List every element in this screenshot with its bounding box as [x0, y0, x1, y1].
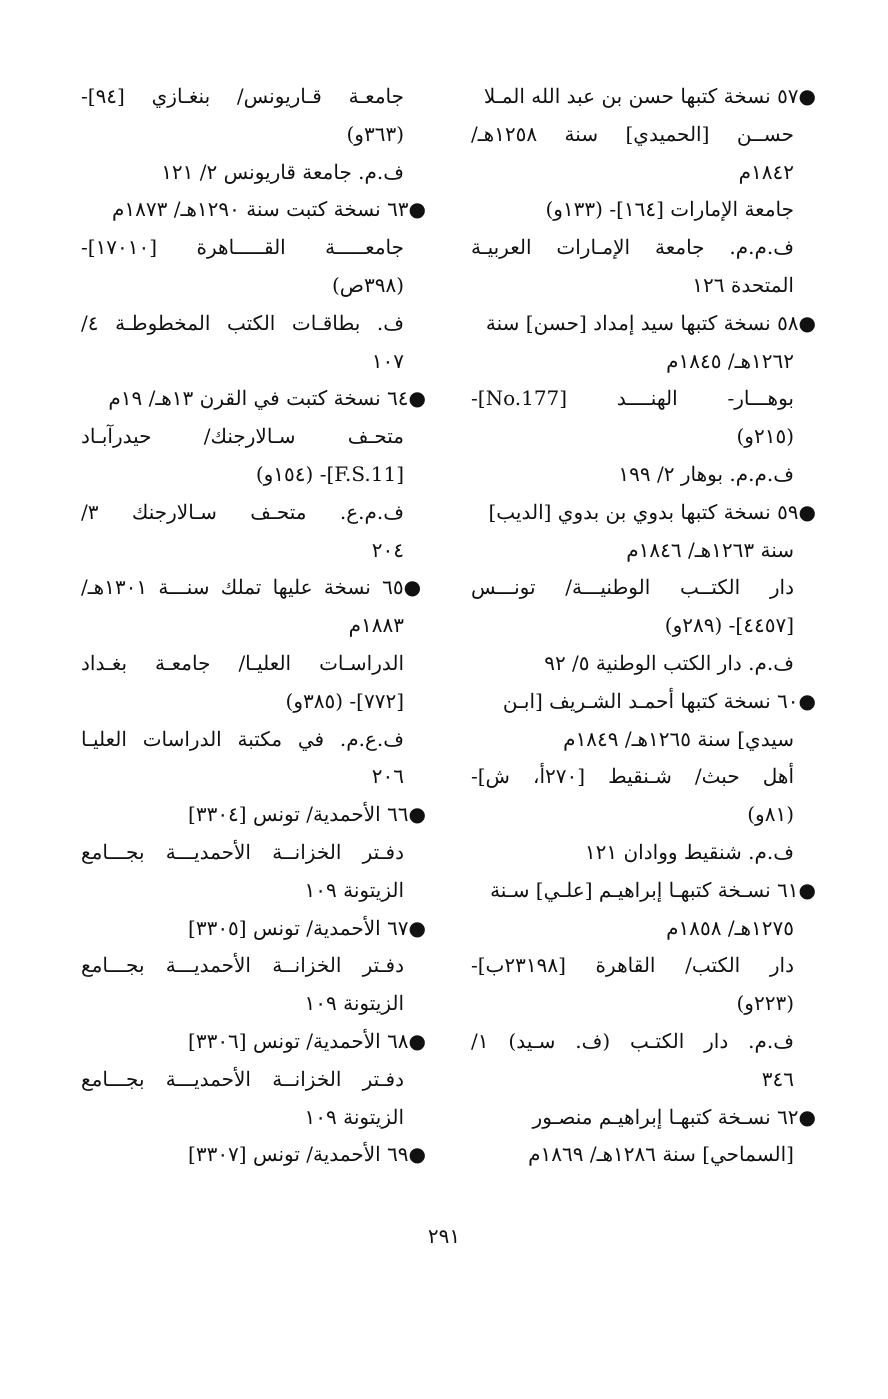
entry-line: ●٥٩ نسخة كتبها بدوي بن بدوي [الديب] [488, 499, 816, 524]
continuation-line: حســن [الحميدي] سنة ١٢٥٨هـ/ [471, 121, 794, 146]
continuation-line: ٢٠٤ [371, 537, 404, 562]
entry-line: ●٦٣ نسخة كتبت سنة ١٢٩٠هـ/ ١٨٧٣م [112, 197, 426, 222]
entry-line: ●٥٨ نسخة كتبها سيد إمداد [حسن] سنة [485, 310, 816, 335]
continuation-line: متحـف سـالارجنك/ حيدرآبـاد [81, 424, 404, 449]
continuation-line: ف.م. شنقيط ووادان ١٢١ [584, 839, 794, 864]
continuation-line: ف.م.م. جامعة الإمـارات العربيـة [471, 235, 794, 260]
continuation-line: ف.م.ع. متحـف سـالارجنك ٣/ [81, 499, 404, 524]
entry-line: ●٦١ نسـخة كتبهـا إبراهيـم [علـي] سـنة [490, 877, 816, 902]
continuation-line: الزيتونة ١٠٩ [304, 1104, 404, 1129]
continuation-line: سنة ١٢٦٣هـ/ ١٨٤٦م [626, 537, 794, 562]
entry-line: ●٦٤ نسخة كتبت في القرن ١٣هـ/ ١٩م [108, 386, 426, 411]
right-column [471, 78, 816, 1174]
continuation-line: [٤٤٥٧]- (٢٨٩و) [664, 613, 794, 638]
continuation-line: ٢٠٦ [371, 764, 404, 789]
continuation-line: ف.ع.م. في مكتبة الدراسات العليـا [81, 726, 404, 751]
continuation-line: سيدي] سنة ١٢٦٥هـ/ ١٨٤٩م [563, 726, 794, 751]
continuation-line: جامعة الإمارات [١٦٤]- (١٣٣و) [545, 197, 794, 222]
continuation-line: ١٢٧٥هـ/ ١٨٥٨م [666, 915, 794, 940]
entry-line: ●٦٨ الأحمدية/ تونس [٣٣٠٦] [188, 1028, 426, 1053]
continuation-line: ف.م. دار الكتب الوطنية ٥/ ٩٢ [544, 650, 794, 675]
entry-line: ●٦٢ نسـخة كتبهـا إبراهيـم منصـور [532, 1104, 816, 1129]
continuation-line: ف. بطاقـات الكتب المخطوطـة ٤/ [81, 310, 404, 335]
continuation-line: دفـتر الخزانــة الأحمديـــة بجـــامع [81, 839, 404, 864]
continuation-line: جامعـة قـاريونس/ بنغـازي [٩٤]- [81, 84, 404, 108]
entry-line: ●٦٠ نسخة كتبها أحمـد الشـريف [ابـن [502, 688, 816, 713]
continuation-line: الزيتونة ١٠٩ [304, 991, 404, 1016]
left-column [81, 78, 426, 1174]
continuation-line: [٧٧٢]- (٣٨٥و) [285, 688, 404, 713]
entry-line: ●٦٧ الأحمدية/ تونس [٣٣٠٥] [188, 915, 426, 940]
continuation-line: دفـتر الخزانــة الأحمديـــة بجـــامع [81, 1066, 404, 1091]
continuation-line: المتحدة ١٢٦ [692, 272, 794, 297]
continuation-line: ١٨٤٢م [738, 159, 794, 184]
entry-line: ●٦٥ نسخة عليها تملك سنـــة ١٣٠١هـ/ [81, 575, 426, 600]
entry-line: ●٥٧ نسخة كتبها حسن بن عبد الله المـلا [483, 84, 816, 108]
continuation-line: أهل حبث/ شـنقيط [٢٧٠أ، ش]- [471, 764, 794, 789]
continuation-line: (٣٦٣و) [346, 121, 404, 146]
continuation-line: بوهـــار- الهنــــد [No.177]- [471, 386, 794, 411]
continuation-line: الزيتونة ١٠٩ [304, 877, 404, 902]
continuation-line: جامعـــــة القـــــاهرة [١٧٠١٠]- [81, 235, 404, 260]
continuation-line: ١٨٨٣م [348, 613, 404, 638]
continuation-line: ف.م. جامعة قاريونس ٢/ ١٢١ [161, 159, 404, 184]
continuation-line: ف.م.م. بوهار ٢/ ١٩٩ [618, 461, 794, 486]
continuation-line: (٢١٥و) [736, 424, 794, 449]
continuation-line: ١٢٦٢هـ/ ١٨٤٥م [666, 348, 794, 373]
page-number: ٢٩١ [427, 1224, 461, 1248]
continuation-line: دفـتر الخزانــة الأحمديـــة بجـــامع [81, 953, 404, 978]
continuation-line: [F.S.11]- (١٥٤و) [255, 461, 404, 486]
continuation-line: (٣٩٨ص) [331, 272, 404, 297]
entry-line: ●٦٦ الأحمدية/ تونس [٣٣٠٤] [188, 802, 426, 827]
continuation-line: دار الكتــب الوطنيـــة/ تونـــس [471, 575, 794, 600]
entry-line: ●٦٩ الأحمدية/ تونس [٣٣٠٧] [188, 1142, 426, 1167]
continuation-line: ف.م. دار الكتـب (ف. سـيد) ١/ [471, 1028, 794, 1053]
continuation-line: دار الكتب/ القاهرة [٢٣١٩٨ب]- [471, 953, 794, 978]
continuation-line: ١٠٧ [371, 348, 404, 373]
continuation-line: (٨١و) [747, 802, 794, 827]
continuation-line: (٢٢٣و) [736, 991, 794, 1016]
continuation-line: [السماحي] سنة ١٢٨٦هـ/ ١٨٦٩م [528, 1142, 794, 1167]
continuation-line: ٣٤٦ [761, 1066, 794, 1091]
continuation-line: الدراسـات العليـا/ جامعـة بغـداد [81, 650, 404, 675]
